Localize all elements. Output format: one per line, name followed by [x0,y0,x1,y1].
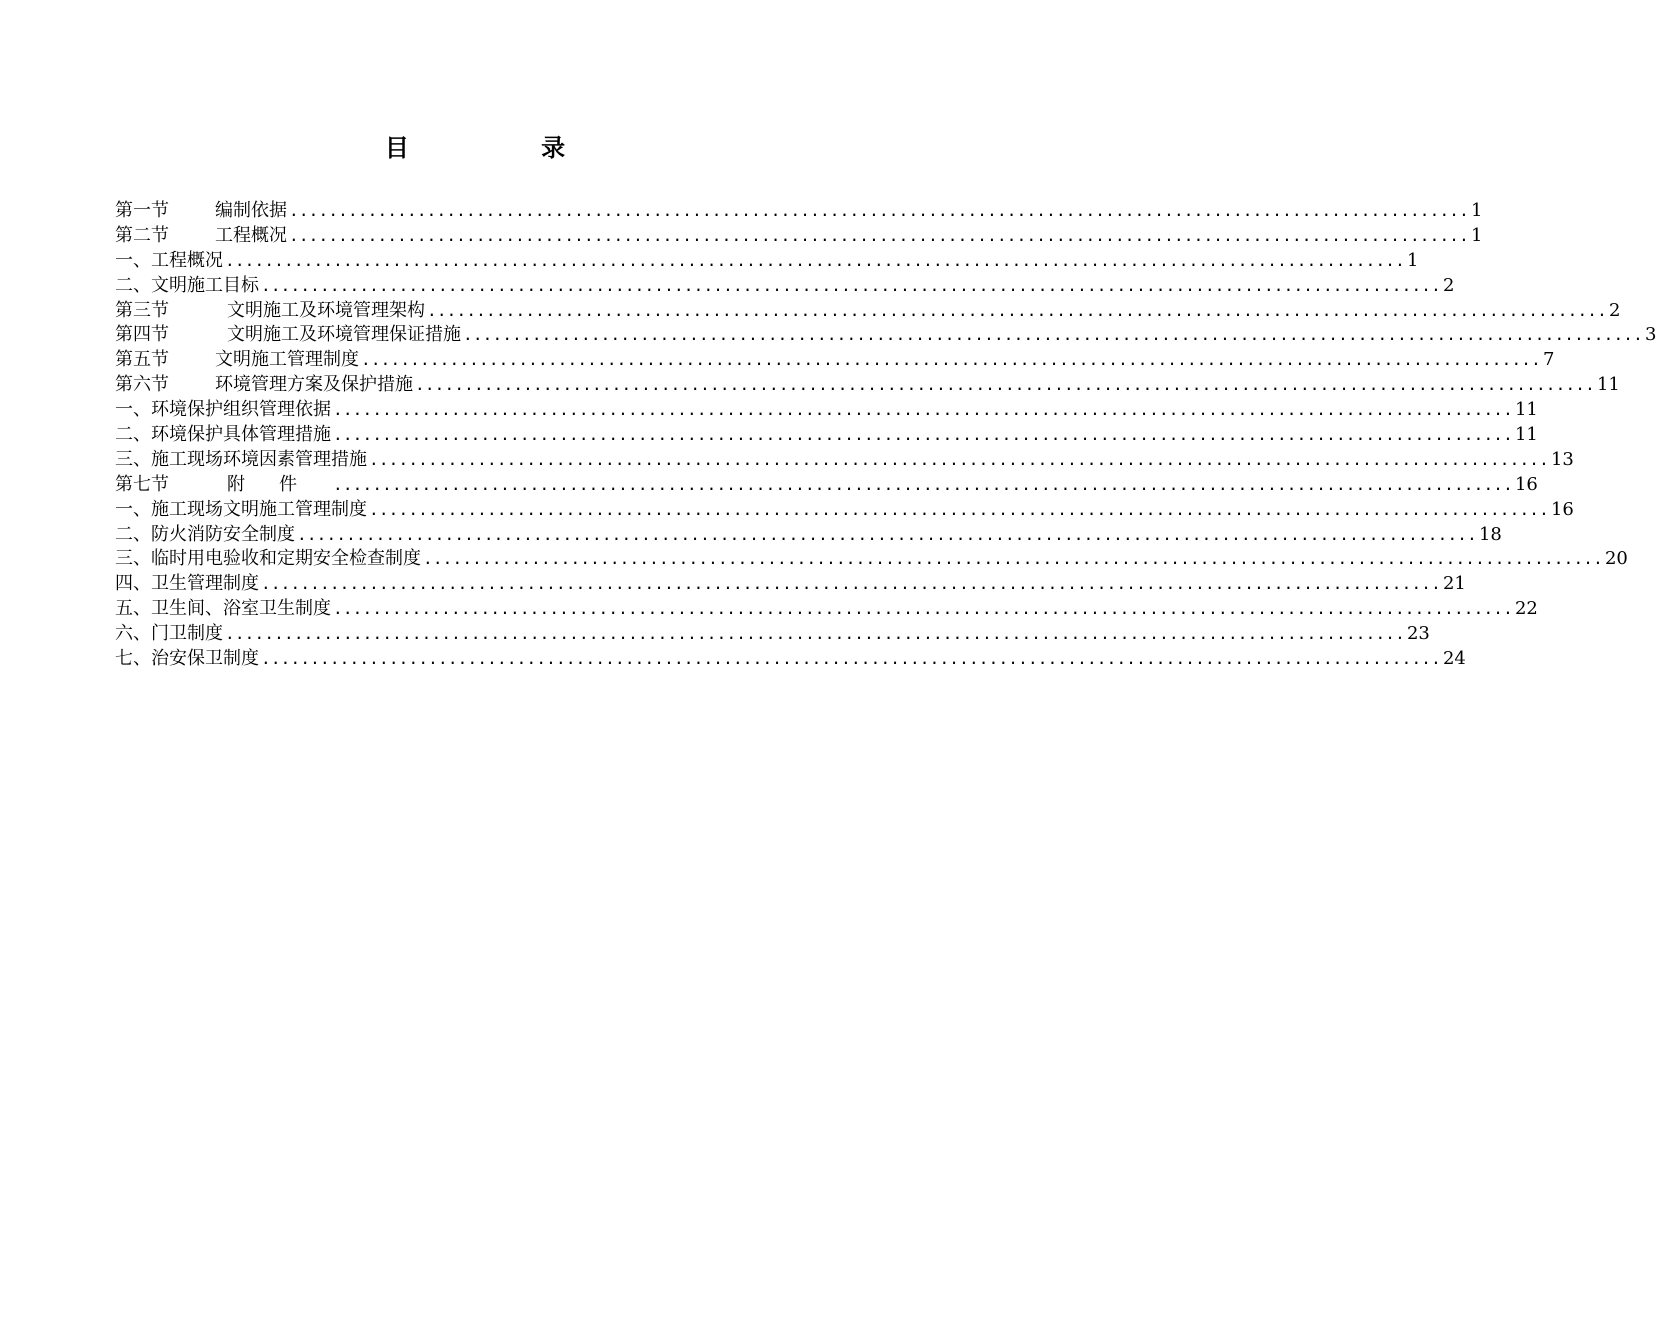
toc-entry-text: 施工现场环境因素管理措施 [151,448,367,470]
toc-entry-text: 文明施工管理制度 [215,349,359,371]
toc-entry-text: 文明施工及环境管理保证措施 [227,324,461,346]
toc-entry-label: 第六节 [115,374,169,396]
toc-entry-text: 施工现场文明施工管理制度 [151,498,367,520]
toc-page-number: 20 [1604,548,1628,570]
toc-dot-leader: ........................................................................................................................ [369,499,1549,519]
toc-page-number: 11 [1596,374,1620,396]
toc-page-number: 18 [1478,523,1502,545]
toc-page-number: 21 [1442,573,1466,595]
toc-dot-leader: ........................................................................................................................ [333,474,1513,494]
toc-dot-leader: ........................................................................................................................ [225,624,1405,644]
toc-dot-leader: ........................................................................................................................ [463,325,1643,345]
toc-entry[interactable] [115,224,1483,249]
toc-entry-label: 六、 [115,623,151,645]
toc-page-number: 1 [1406,249,1419,271]
toc-entry-label: 二、 [115,424,151,446]
toc-dot-leader: ........................................................................................................................ [361,350,1541,370]
toc-page-number: 24 [1442,648,1466,670]
toc-entry[interactable] [115,348,1555,373]
toc-dot-leader: ........................................................................................................................ [369,449,1549,469]
toc-dot-leader: ........................................................................................................................ [261,574,1441,594]
toc-page-number: 23 [1406,623,1430,645]
toc-entry-label: 一、 [115,498,151,520]
toc-page-number: 16 [1514,473,1538,495]
toc-dot-leader: ........................................................................................................................ [289,201,1469,220]
toc-entry[interactable] [115,647,1466,672]
toc-entry-text: 环境管理方案及保护措施 [215,374,413,396]
toc-dot-leader: ........................................................................................................................ [333,400,1513,420]
toc-page-number: 1 [1470,200,1483,221]
toc-page-number: 11 [1514,399,1538,421]
toc-entry-label: 二、 [115,274,151,296]
toc-entry[interactable] [115,523,1502,548]
toc-entry-text: 环境保护具体管理措施 [151,424,331,446]
toc-entry-text: 卫生间、浴室卫生制度 [151,598,331,620]
toc-entry-label: 四、 [115,573,151,595]
toc-entry-label: 三、 [115,548,151,570]
toc-page-number: 11 [1514,424,1538,446]
toc-entry-label: 第二节 [115,224,169,246]
toc-page-number: 16 [1550,498,1574,520]
toc-dot-leader: ........................................................................................................................ [261,275,1441,295]
toc-entry-label: 第七节 [115,473,169,495]
toc-entry-label: 三、 [115,448,151,470]
toc-entry[interactable] [115,323,1656,348]
toc-page-number: 1 [1470,224,1483,246]
toc-entry-text: 工程概况 [151,249,223,271]
toc-entry-label: 第五节 [115,349,169,371]
toc-entry[interactable] [115,448,1574,473]
toc-entry-text: 防火消防安全制度 [151,523,295,545]
toc-dot-leader: ........................................................................................................................ [297,524,1477,544]
toc-entry-text: 卫生管理制度 [151,573,259,595]
toc-entry-label: 七、 [115,648,151,670]
toc-entry[interactable] [115,249,1419,274]
toc-entry-label: 第一节 [115,200,169,221]
toc-entry[interactable] [115,572,1466,597]
toc-entry-text: 环境保护组织管理依据 [151,399,331,421]
toc-entry-text: 治安保卫制度 [151,648,259,670]
toc-entry-label: 第三节 [115,299,169,321]
toc-entry[interactable] [115,373,1620,398]
toc-dot-leader: ........................................................................................................................ [225,250,1405,270]
toc-page-number: 22 [1514,598,1538,620]
toc-entry[interactable] [115,199,1483,224]
toc-entry-label: 第四节 [115,324,169,346]
toc-entry-text: 临时用电验收和定期安全检查制度 [151,548,421,570]
toc-entry-label: 一、 [115,399,151,421]
toc-entry[interactable] [115,498,1574,523]
toc-title: 目 录 [384,134,628,162]
toc-entry[interactable] [115,423,1538,448]
toc-dot-leader: ........................................................................................................................ [289,225,1469,245]
toc-entry-text: 工程概况 [215,224,287,246]
toc-entry-text: 文明施工目标 [151,274,259,296]
toc-entry-label: 一、 [115,249,151,271]
toc-entry-label: 五、 [115,598,151,620]
toc-entry[interactable] [115,547,1628,572]
toc-entry-label: 二、 [115,523,151,545]
toc-page-number: 3 [1644,324,1656,346]
toc-entry-text: 门卫制度 [151,623,223,645]
toc-entry-text: 文明施工及环境管理架构 [227,299,425,321]
toc-dot-leader: ........................................................................................................................ [333,599,1513,619]
toc-dot-leader: ........................................................................................................................ [261,649,1441,669]
toc-entry[interactable] [115,398,1538,423]
toc-entry[interactable] [115,622,1430,647]
toc-dot-leader: ........................................................................................................................ [423,549,1603,569]
toc-page-number: 13 [1550,448,1574,470]
toc-entry[interactable] [115,597,1538,622]
toc-dot-leader: ........................................................................................................................ [333,425,1513,445]
toc-page-number: 2 [1608,299,1621,321]
toc-entry-text: 编制依据 [215,200,287,221]
toc-dot-leader: ........................................................................................................................ [427,300,1607,320]
toc-dot-leader: ........................................................................................................................ [415,375,1595,395]
toc-list [115,199,1656,672]
toc-page-number: 7 [1542,349,1555,371]
toc-entry[interactable] [115,473,1538,498]
toc-entry[interactable] [115,299,1621,324]
toc-page-number: 2 [1442,274,1455,296]
toc-entry-text: 附件 [227,473,331,495]
toc-entry[interactable] [115,274,1455,299]
